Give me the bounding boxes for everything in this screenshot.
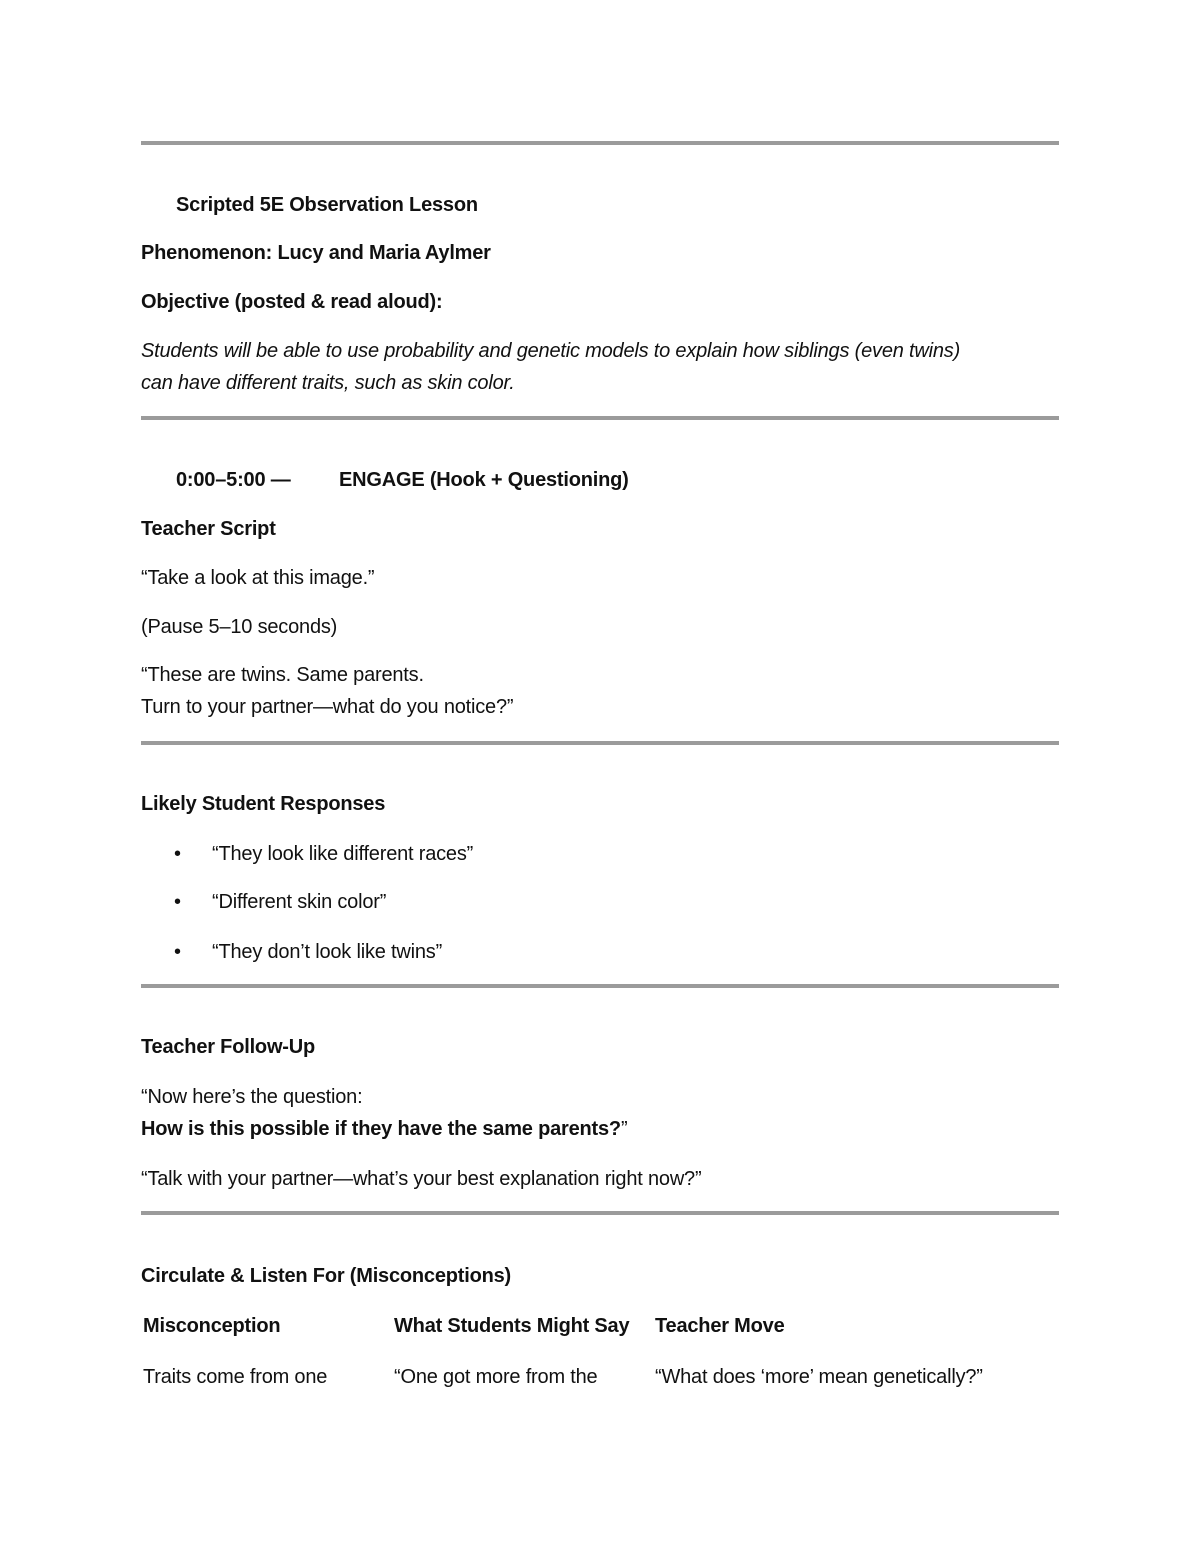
responses-heading: Likely Student Responses	[141, 793, 386, 815]
teacher-script-label: Teacher Script	[141, 518, 276, 540]
objective-text-line2: can have different traits, such as skin color.	[141, 372, 515, 394]
objective-label: Objective (posted & read aloud):	[141, 291, 443, 313]
phenomenon-line: Phenomenon: Lucy and Maria Aylmer	[141, 242, 491, 264]
followup-line: “Now here’s the question:	[141, 1086, 363, 1108]
script-line: “Take a look at this image.”	[141, 567, 375, 589]
divider	[141, 416, 1059, 420]
table-cell: “What does ‘more’ mean genetically?”	[655, 1366, 983, 1388]
divider	[141, 141, 1059, 145]
followup-line: “Talk with your partner—what’s your best explanation right now?”	[141, 1168, 702, 1190]
list-item: “Different skin color”	[212, 891, 387, 913]
script-pause: (Pause 5–10 seconds)	[141, 616, 338, 638]
lesson-title: Scripted 5E Observation Lesson	[176, 194, 478, 216]
divider	[141, 741, 1059, 745]
table-header-what-students-say: What Students Might Say	[394, 1315, 630, 1337]
closing-quote: ”	[620, 1118, 628, 1140]
list-item: “They don’t look like twins”	[212, 941, 443, 963]
divider	[141, 984, 1059, 988]
script-line: “These are twins. Same parents.	[141, 664, 424, 686]
table-cell: “One got more from the	[394, 1366, 598, 1388]
table-header-misconception: Misconception	[143, 1315, 281, 1337]
table-header-teacher-move: Teacher Move	[655, 1315, 785, 1337]
list-item: “They look like different races”	[212, 843, 474, 865]
bullet-marker: •	[174, 843, 182, 865]
bullet-marker: •	[174, 891, 182, 913]
bullet-marker: •	[174, 941, 182, 963]
engage-heading: ENGAGE (Hook + Questioning)	[339, 469, 629, 491]
table-cell: Traits come from one	[143, 1366, 328, 1388]
divider	[141, 1211, 1059, 1215]
circulate-heading: Circulate & Listen For (Misconceptions)	[141, 1265, 512, 1287]
script-line: Turn to your partner—what do you notice?”	[141, 696, 514, 718]
followup-question: How is this possible if they have the same parents?	[141, 1118, 621, 1140]
followup-heading: Teacher Follow-Up	[141, 1036, 316, 1058]
engage-time: 0:00–5:00 —	[176, 469, 291, 491]
objective-text-line1: Students will be able to use probability and genetic models to explain how siblings (even twins)	[141, 340, 961, 362]
followup-question-line	[141, 1113, 627, 1145]
